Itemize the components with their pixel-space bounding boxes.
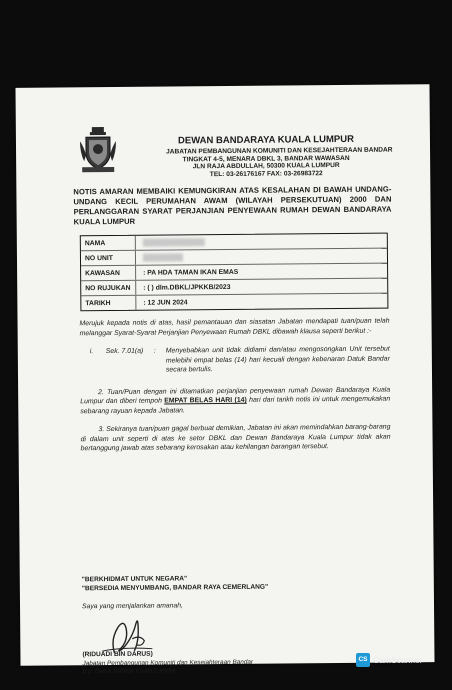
info-row-tarikh: [81, 294, 387, 311]
org-name: DEWAN BANDARAYA KUALA LUMPUR: [177, 133, 354, 147]
letterhead-contact: TEL: 03-26176167 FAX: 03-26983722: [209, 169, 323, 178]
clause-text: Menyebabkan unit tidak didiami dan/atau mengosongkan Unit tersebut melebihi empat belas (14) hari kecuali dengan kebenaran Datuk Bandar secara bertulis.: [165, 345, 390, 374]
clause-number: i.: [89, 348, 94, 356]
tarikh-value: : 12 JUN 2024: [143, 299, 188, 307]
kawasan-value: : PA HDA TAMAN IKAN EMAS: [143, 268, 239, 277]
letterhead: [166, 133, 393, 179]
tarikh-label: TARIKH: [85, 299, 111, 308]
paragraph-2-end: hari dari tarikh notis ini untuk mengemukakan sebarang rayuan kepada Jabatan.: [80, 395, 391, 415]
clause-separator: :: [153, 347, 156, 355]
deadline-days: EMPAT BELAS HARI (14): [164, 396, 247, 405]
no-rujukan-value: : ( ) dlm.DBKL/JPKKB/2023: [143, 283, 231, 292]
paragraph-3: 3. Sekiranya tuan/puan gagal berbuat demikian, Jabatan ini akan memindahkan barang-barang di dalam unit seperti di atas ke setor DBKL dan Dewan Bandaraya Kuala Lumpur tidak akan bertanggung jawab atas sebarang kerosakan atau kehilangan barangan tersebut.: [80, 423, 391, 453]
clause-section: Sek. 7.01(a): [105, 347, 144, 356]
camscanner-watermark: [356, 652, 423, 668]
motto-2: "BERSEDIA MENYUMBANG, BANDAR RAYA CEMERLANG": [81, 583, 269, 593]
paragraph-2-start: 2. Tuan/Puan dengan ini ditamatkan perjanjian penyewaan rumah Dewan Bandaraya Kuala Lumpur dan diberi tempoh: [80, 386, 391, 406]
letterhead-department: JABATAN PEMBANGUNAN KOMUNITI DAN KESEJAHTERAAN BANDAR: [166, 146, 393, 156]
intro-paragraph: Merujuk kepada notis di atas, hasil pemantauan dan siasatan Jabatan mendapati tuan/puan telah melanggar Syarat-Syarat Perjanjian Penyewaan Rumah DBKL dibawah klausa seperti berikut :-: [79, 317, 390, 337]
redacted-name: [143, 238, 205, 247]
motto-1: "BERKHIDMAT UNTUK NEGARA": [81, 575, 188, 584]
recipient-info-box: [80, 233, 389, 312]
kawasan-label: KAWASAN: [85, 269, 120, 278]
nama-label: NAMA: [84, 240, 106, 248]
notice-document: [15, 84, 434, 676]
no-unit-label: NO UNIT: [84, 254, 113, 263]
camscanner-icon: CS: [356, 653, 370, 667]
notice-title: NOTIS AMARAN MEMBAIKI KEMUNGKIRAN ATAS KESALAHAN DI BAWAH UNDANG-UNDANG KECIL PERUMAHAN AWAM (WILAYAH PERSEKUTUAN) 2000 DAN PERLANGGARAN SYARAT PERJANJIAN PENYEWAAN RUMAH DEWAN BANDARAYA KUALA LUMPUR: [73, 184, 392, 227]
no-rujukan-label: NO RUJUKAN: [85, 284, 131, 293]
notice-body: [80, 317, 391, 463]
dbkl-crest-logo: [80, 127, 116, 173]
letterhead-address-1: TINGKAT 4-5, MENARA DBKL 3, BANDAR WAWASAN: [182, 154, 350, 163]
paragraph-2: [80, 385, 390, 416]
redacted-unit: [143, 253, 183, 261]
closing-line: Saya yang menjalankan amanah,: [81, 602, 183, 611]
clause-item: [80, 345, 390, 376]
mottos: [82, 575, 268, 594]
signatory-on-behalf: b.p. Datuk Bandar Kuala Lumpur: [82, 667, 176, 676]
camscanner-label: CamScanner: [373, 655, 423, 665]
signatory-name: (RIDUADI BIN DARUS): [82, 650, 153, 659]
signatory-department: Jabatan Pembangunan Komuniti dan Kesejahteraan Bandar: [82, 658, 254, 668]
signatory-position: [82, 659, 253, 677]
letterhead-address-2: JLN RAJA ABDULLAH, 50300 KUALA LUMPUR: [192, 162, 340, 171]
